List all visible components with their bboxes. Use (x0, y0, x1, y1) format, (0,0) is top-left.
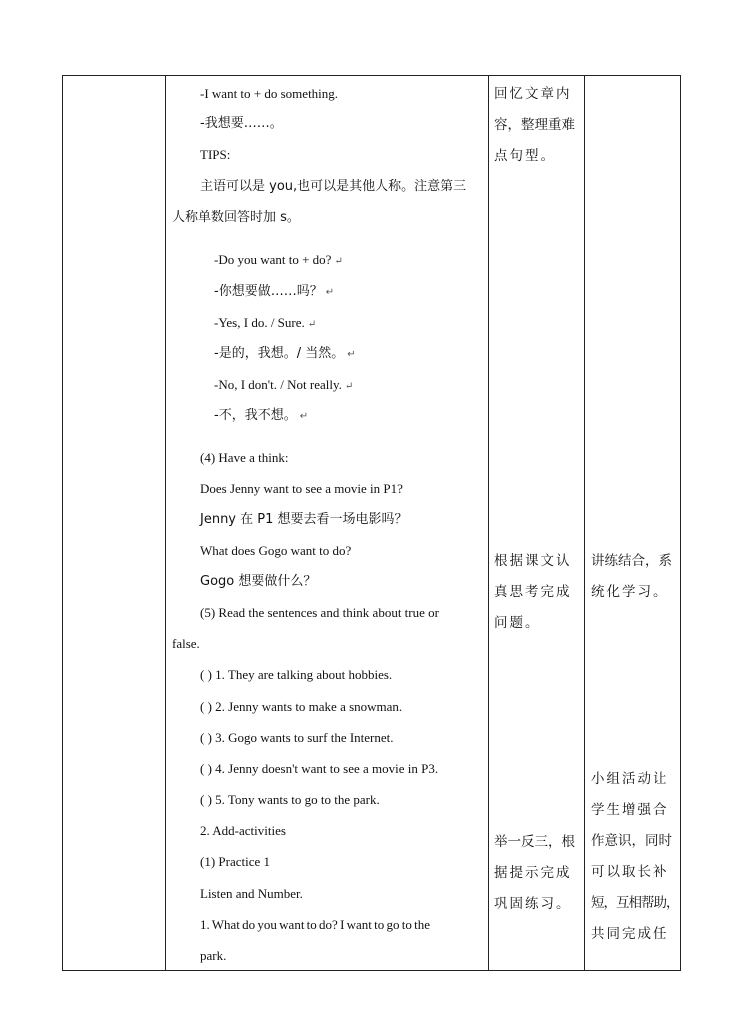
content-line: Gogo 想要做什么？ (200, 574, 317, 589)
content-line: (5) Read the sentences and think about true or (200, 605, 439, 620)
content-line: 1. What do you want to do? I want to go to the (200, 917, 431, 932)
column-divider (165, 76, 166, 970)
intent-line: 可以取长补 (591, 864, 669, 880)
activity-line: 点句型。 (494, 148, 556, 164)
content-line: 主语可以是 you,也可以是其他人称。注意第三 (200, 179, 467, 194)
intent-line: 短，互相帮助， (591, 895, 679, 911)
content-line: (4) Have a think: (200, 450, 289, 465)
true-false-item: ( ) 5. Tony wants to go to the park. (200, 792, 380, 807)
content-line: 2. Add-activities (200, 823, 286, 838)
content-line: -你想要做……吗？ ↵ (214, 284, 335, 299)
column-divider (488, 76, 489, 970)
true-false-item: ( ) 4. Jenny doesn't want to see a movie in P3. (200, 761, 439, 776)
content-line: -不，我不想。 ↵ (214, 408, 309, 423)
content-line: Jenny 在 P1 想要去看一场电影吗？ (200, 512, 408, 527)
activity-line: 容，整理重难 (494, 117, 575, 133)
content-line: 人称单数回答时加 s。 (172, 210, 300, 225)
intent-line: 小组活动让 (591, 771, 669, 787)
content-line: -Do you want to + do? ↵ (214, 252, 343, 267)
content-line: -No, I don't. / Not really. ↵ (214, 377, 354, 392)
content-line: (1) Practice 1 (200, 854, 271, 869)
intent-line: 统化学习。 (591, 584, 669, 600)
activity-line: 问题。 (494, 615, 541, 631)
content-line: Does Jenny want to see a movie in P1? (200, 481, 403, 496)
lesson-plan-table (62, 75, 681, 971)
true-false-item: ( ) 2. Jenny wants to make a snowman. (200, 699, 403, 714)
content-line: -Yes, I do. / Sure. ↵ (214, 315, 317, 330)
intent-line: 共同完成任 (591, 926, 669, 942)
activity-line: 据提示完成 (494, 865, 572, 881)
content-line: false. (172, 636, 200, 651)
activity-line: 举一反三，根 (494, 834, 575, 850)
content-line: -我想要……。 (200, 116, 283, 131)
activity-line: 真思考完成 (494, 584, 572, 600)
content-line: park. (200, 948, 227, 963)
activity-line: 巩固练习。 (494, 896, 572, 912)
content-line: Listen and Number. (200, 886, 303, 901)
content-line: What does Gogo want to do? (200, 543, 352, 558)
content-line: -I want to + do something. (200, 86, 339, 101)
intent-line: 作意识，同时 (591, 833, 672, 849)
intent-line: 学生增强合 (591, 802, 669, 818)
activity-line: 根据课文认 (494, 553, 572, 569)
true-false-item: ( ) 3. Gogo wants to surf the Internet. (200, 730, 394, 745)
true-false-item: ( ) 1. They are talking about hobbies. (200, 667, 393, 682)
intent-line: 讲练结合，系 (591, 553, 672, 569)
content-line: -是的，我想。/ 当然。 ↵ (214, 346, 356, 361)
activity-line: 回忆文章内 (494, 86, 572, 102)
column-divider (584, 76, 585, 970)
content-line: TIPS: (200, 147, 231, 162)
